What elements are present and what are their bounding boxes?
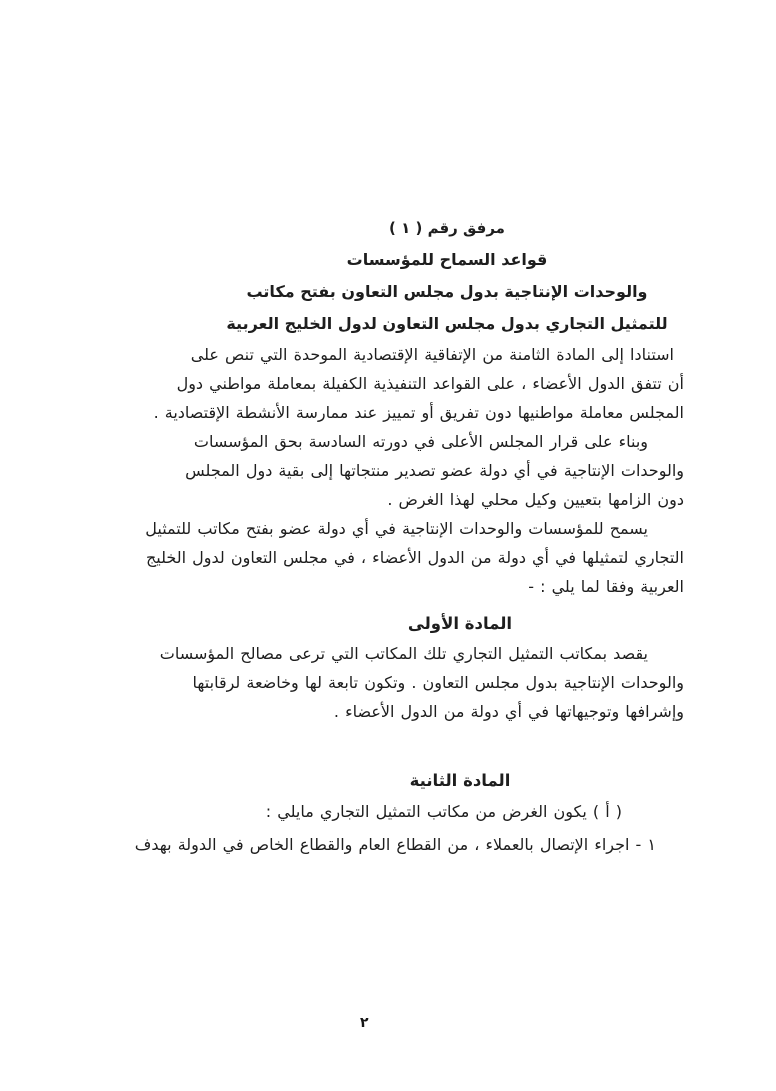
paragraph-line: يسمح للمؤسسات والوحدات الإنتاجية في أي دولة عضو بفتح مكاتب للتمثيل — [145, 519, 648, 538]
paragraph-line: وبناء على قرار المجلس الأعلى في دورته السادسة بحق المؤسسات — [193, 432, 648, 451]
paragraph-line: أن تتفق الدول الأعضاء ، على القواعد التنفيذية الكفيلة بمعاملة مواطني دول — [176, 374, 684, 393]
title-line-production-units: والوحدات الإنتاجية بدول مجلس التعاون بفتح مكاتب — [246, 282, 648, 301]
paragraph-line: استنادا إلى المادة الثامنة من الإتفاقية الإقتصادية الموحدة التي تنص على — [190, 345, 674, 364]
paragraph-line: وإشرافها وتوجيهاتها في أي دولة من الدول الأعضاء . — [333, 702, 684, 721]
intro-paragraph-3 — [145, 514, 684, 601]
article-one-paragraph — [160, 639, 684, 726]
title-line-rules: قواعد السماح للمؤسسات — [346, 250, 548, 269]
paragraph-line: يقصد بمكاتب التمثيل التجاري تلك المكاتب التي ترعى مصالح المؤسسات — [159, 644, 648, 663]
article-one-heading: المادة الأولى — [407, 614, 513, 633]
article-two-heading: المادة الثانية — [409, 771, 511, 790]
intro-paragraph-2 — [160, 427, 684, 514]
paragraph-line: العربية وفقا لما يلي : - — [528, 577, 684, 596]
title-line-attachment-number: مرفق رقم ( ١ ) — [389, 219, 505, 237]
paragraph-line: التجاري لتمثيلها في أي دولة من الدول الأعضاء ، في مجلس التعاون لدول الخليج — [145, 548, 684, 567]
paragraph-line: دون الزامها بتعيين وكيل محلي لهذا الغرض . — [387, 490, 684, 509]
page-number: ٢ — [360, 1015, 369, 1031]
document-text-block — [134, 212, 684, 859]
article-two-item-a: ( أ ) يكون الغرض من مكاتب التمثيل التجاري مايلي : — [265, 802, 622, 821]
document-title — [160, 212, 684, 340]
intro-paragraph-1 — [153, 340, 684, 427]
title-line-commercial-representation: للتمثيل التجاري بدول مجلس التعاون لدول الخليج العربية — [226, 314, 668, 333]
paragraph-line: والوحدات الإنتاجية بدول مجلس التعاون . وتكون تابعة لها وخاضعة لرقابتها — [192, 673, 684, 692]
paragraph-line: المجلس معاملة مواطنيها دون تفريق أو تمييز عند ممارسة الأنشطة الإقتصادية . — [153, 403, 684, 422]
paragraph-line: والوحدات الإنتاجية في أي دولة عضو تصدير منتجاتها إلى بقية دول المجلس — [185, 461, 684, 480]
article-two-item-1: ١ - اجراء الإتصال بالعملاء ، من القطاع العام والقطاع الخاص في الدولة بهدف — [134, 835, 656, 854]
